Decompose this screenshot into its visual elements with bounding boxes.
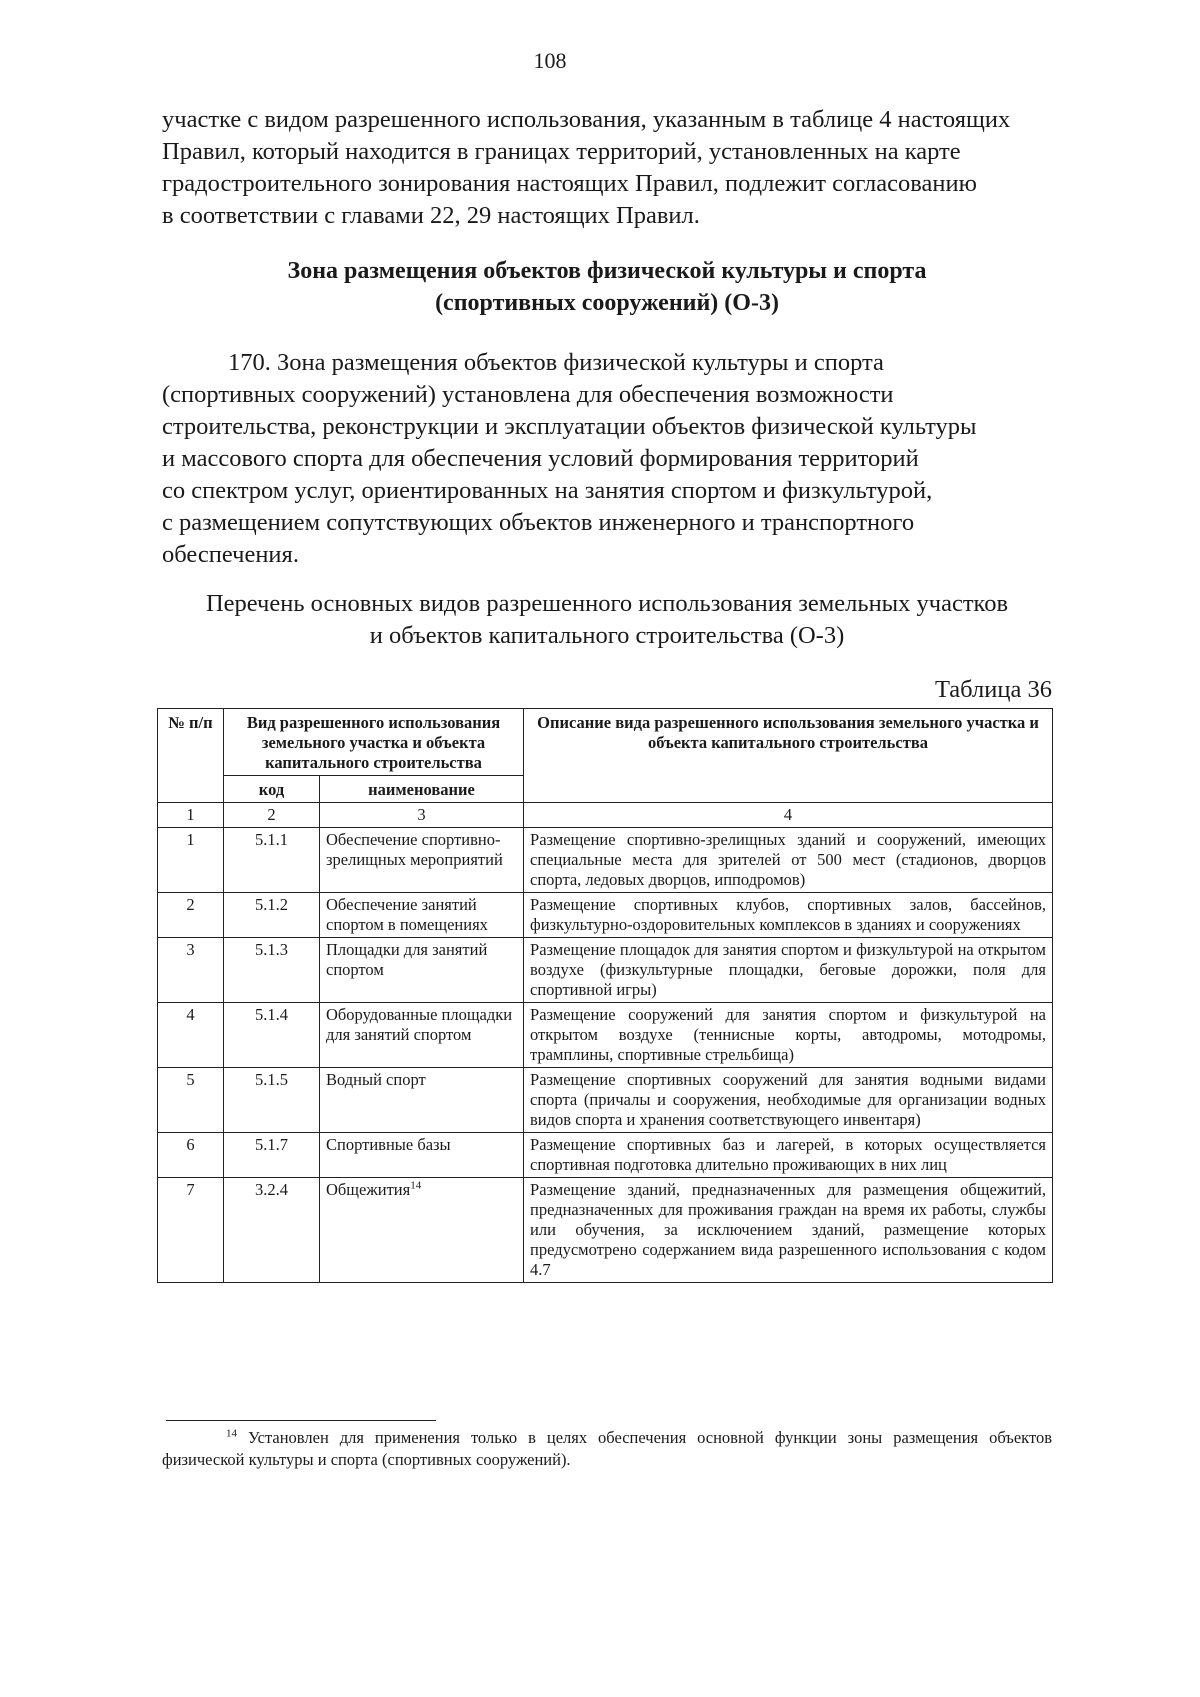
row-description: Размещение спортивных сооружений для занятия водными видами спорта (причалы и сооружения, необходимые для организации водных видов спорта и хранения соответствующего инвентаря) bbox=[524, 1068, 1053, 1133]
column-index: 3 bbox=[320, 803, 524, 828]
column-index: 1 bbox=[158, 803, 224, 828]
footnote-ref: 14 bbox=[410, 1179, 422, 1192]
footnote-mark: 14 bbox=[226, 1427, 237, 1440]
row-description: Размещение площадок для занятия спортом и физкультурой на открытом воздухе (физкультурные площадки, беговые дорожки, поля для спортивной игры) bbox=[524, 938, 1053, 1003]
header-desc: Описание вида разрешенного использования земельного участка и объекта капитального строительства bbox=[524, 709, 1053, 803]
column-index: 2 bbox=[224, 803, 320, 828]
paragraph-line: и массового спорта для обеспечения условий формирования территорий bbox=[162, 445, 919, 472]
footnote-separator bbox=[166, 1420, 436, 1421]
intro-paragraph bbox=[162, 104, 1052, 232]
intro-line: в соответствии с главами 22, 29 настоящих Правил. bbox=[162, 202, 700, 229]
row-code: 5.1.1 bbox=[224, 828, 320, 893]
header-num: № п/п bbox=[158, 709, 224, 803]
intro-line: участке с видом разрешенного использования, указанным в таблице 4 настоящих bbox=[162, 106, 1011, 133]
row-name: Обеспечение спортивно-зрелищных мероприятий bbox=[320, 828, 524, 893]
row-description: Размещение зданий, предназначенных для размещения общежитий, предназначенных для проживания граждан на время их работы, службы или обучения, за исключением зданий, размещение которых предусмотрено содержанием вида разрешенного использования с кодом 4.7 bbox=[524, 1178, 1053, 1283]
paragraph-line: обеспечения. bbox=[162, 541, 299, 568]
zone-title-line: (спортивных сооружений) (О-3) bbox=[435, 290, 779, 316]
list-title-line: Перечень основных видов разрешенного использования земельных участков bbox=[205, 590, 1009, 617]
paragraph-line: 170. Зона размещения объектов физической культуры и спорта bbox=[228, 349, 884, 376]
paragraph-line: (спортивных сооружений) установлена для обеспечения возможности bbox=[162, 381, 894, 408]
table-row bbox=[158, 828, 1053, 893]
table-row bbox=[158, 1133, 1053, 1178]
row-code: 5.1.2 bbox=[224, 893, 320, 938]
table-row bbox=[158, 1178, 1053, 1283]
row-code: 5.1.3 bbox=[224, 938, 320, 1003]
row-number: 6 bbox=[158, 1133, 224, 1178]
row-code: 5.1.5 bbox=[224, 1068, 320, 1133]
row-description: Размещение спортивно-зрелищных зданий и сооружений, имеющих специальные места для зрителей от 500 мест (стадионов, дворцов спорта, ледовых дворцов, ипподромов) bbox=[524, 828, 1053, 893]
zone-title bbox=[162, 255, 1052, 319]
header-name: наименование bbox=[320, 776, 524, 803]
row-number: 1 bbox=[158, 828, 224, 893]
table-label: Таблица 36 bbox=[934, 676, 1052, 703]
page-number: 108 bbox=[533, 48, 567, 73]
table-row bbox=[158, 938, 1053, 1003]
footnote bbox=[162, 1427, 1052, 1471]
table-row bbox=[158, 1068, 1053, 1133]
row-number: 7 bbox=[158, 1178, 224, 1283]
footnote-text: Установлен для применения только в целях обеспечения основной функции зоны размещения объектов физической культуры и спорта (спортивных сооружений). bbox=[162, 1428, 1052, 1469]
row-code: 3.2.4 bbox=[224, 1178, 320, 1283]
row-name: Общежития$^{14}$ bbox=[320, 1178, 524, 1283]
header-kind: Вид разрешенного использования земельного участка и объекта капитального строительства bbox=[224, 709, 524, 776]
row-number: 2 bbox=[158, 893, 224, 938]
row-name: Обеспечение занятий спортом в помещениях bbox=[320, 893, 524, 938]
row-name: Площадки для занятий спортом bbox=[320, 938, 524, 1003]
row-number: 5 bbox=[158, 1068, 224, 1133]
row-code: 5.1.4 bbox=[224, 1003, 320, 1068]
paragraph-line: строительства, реконструкции и эксплуатации объектов физической культуры bbox=[162, 413, 977, 440]
row-name: Спортивные базы bbox=[320, 1133, 524, 1178]
header-code: код bbox=[224, 776, 320, 803]
row-code: 5.1.7 bbox=[224, 1133, 320, 1178]
row-number: 3 bbox=[158, 938, 224, 1003]
row-name: Водный спорт bbox=[320, 1068, 524, 1133]
row-description: Размещение спортивных клубов, спортивных залов, бассейнов, физкультурно-оздоровительных комплексов в зданиях и сооружениях bbox=[524, 893, 1053, 938]
article-170-paragraph bbox=[162, 347, 1052, 571]
permitted-uses-table bbox=[157, 708, 1053, 1283]
list-title-line: и объектов капитального строительства (О-3) bbox=[369, 622, 845, 649]
row-number: 4 bbox=[158, 1003, 224, 1068]
table-row bbox=[158, 893, 1053, 938]
row-description: Размещение сооружений для занятия спортом и физкультурой на открытом воздухе (теннисные корты, автодромы, мотодромы, трамплины, спортивные стрельбища) bbox=[524, 1003, 1053, 1068]
column-index: 4 bbox=[524, 803, 1053, 828]
row-name: Оборудованные площадки для занятий спортом bbox=[320, 1003, 524, 1068]
column-index-row bbox=[158, 803, 1053, 828]
list-title bbox=[162, 588, 1052, 652]
zone-title-line: Зона размещения объектов физической культуры и спорта bbox=[287, 258, 927, 284]
row-description: Размещение спортивных баз и лагерей, в которых осуществляется спортивная подготовка длительно проживающих в них лиц bbox=[524, 1133, 1053, 1178]
intro-line: градостроительного зонирования настоящих Правил, подлежит согласованию bbox=[162, 170, 977, 197]
paragraph-line: со спектром услуг, ориентированных на занятия спортом и физкультурой, bbox=[162, 477, 933, 504]
intro-line: Правил, который находится в границах территорий, установленных на карте bbox=[162, 138, 961, 165]
paragraph-line: с размещением сопутствующих объектов инженерного и транспортного bbox=[162, 509, 915, 536]
table-row bbox=[158, 1003, 1053, 1068]
